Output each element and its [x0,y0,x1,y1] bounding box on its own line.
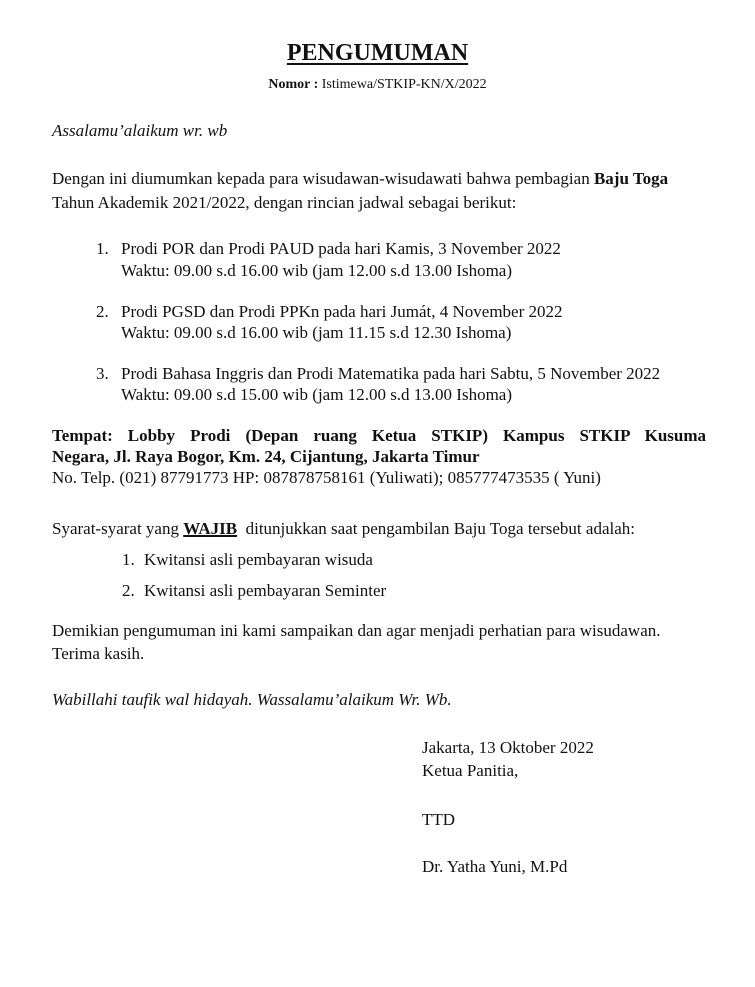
place-line-1 [52,425,706,447]
document-title: PENGUMUMAN [286,40,469,66]
schedule-item-3-number: 3. [96,364,109,383]
number-label: Nomor : [268,77,319,92]
requirement-2-text: Kwitansi asli pembayaran Seminter [144,581,387,600]
schedule-item-1-time: Waktu: 09.00 s.d 16.00 wib (jam 12.00 s.d 13.00 Ishoma) [121,261,513,280]
closing-line-2: Terima kasih. [52,644,145,663]
schedule-item-1-number: 1. [96,239,109,258]
intro-line-2: Tahun Akademik 2021/2022, dengan rincian jadwal sebagai berikut: [52,193,517,212]
requirement-2-number: 2. [122,581,135,600]
intro-line-1 [52,168,668,190]
requirement-1-number: 1. [122,550,135,569]
signature-place-date: Jakarta, 13 Oktober 2022 [422,738,594,757]
place-label: Tempat [52,426,108,445]
requirements-suffix: ditunjukkan saat pengambilan Baju Toga tersebut adalah: [237,519,635,538]
schedule-item-2-number: 2. [96,302,109,321]
intro-bold-baju-toga: Baju Toga [593,169,669,188]
schedule-item-1-day: Prodi POR dan Prodi PAUD pada hari Kamis, 3 November 2022 [121,239,561,258]
place-line-2: Negara, Jl. Raya Bogor, Km. 24, Cijantung, Jakarta Timur [52,447,480,466]
signature-name: Dr. Yatha Yuni, M.Pd [422,857,568,876]
requirements-prefix: Syarat-syarat yang [52,519,184,538]
document-number [0,77,755,93]
number-value: Istimewa/STKIP-KN/X/2022 [321,77,487,92]
closing-salam: Wabillahi taufik wal hidayah. Wassalamu’alaikum Wr. Wb. [52,690,452,709]
signature-ttd: TTD [422,810,456,829]
closing-line-1: Demikian pengumuman ini kami sampaikan dan agar menjadi perhatian para wisudawan. [52,621,661,640]
phone-line: No. Telp. (021) 87791773 HP: 087878758161 (Yuliwati); 085777473535 ( Yuni) [52,468,601,487]
wajib-emphasis: WAJIB [183,519,238,538]
schedule-item-3-day: Prodi Bahasa Inggris dan Prodi Matematika pada hari Sabtu, 5 November 2022 [121,364,661,383]
schedule-item-3-time: Waktu: 09.00 s.d 15.00 wib (jam 12.00 s.d 13.00 Ishoma) [121,385,513,404]
schedule-item-2-day: Prodi PGSD dan Prodi PPKn pada hari Jumát, 4 November 2022 [121,302,563,321]
signature-role: Ketua Panitia, [422,761,519,780]
requirements-intro [52,518,635,540]
schedule-item-2-time: Waktu: 09.00 s.d 16.00 wib (jam 11.15 s.d 12.30 Ishoma) [121,323,512,342]
place-text: : Lobby Prodi (Depan ruang Ketua STKIP) Kampus STKIP Kusuma [107,426,706,445]
intro-text: Dengan ini diumumkan kepada para wisudawan-wisudawati bahwa pembagian [52,169,594,188]
greeting: Assalamu’alaikum wr. wb [52,121,228,140]
requirement-1-text: Kwitansi asli pembayaran wisuda [144,550,373,569]
